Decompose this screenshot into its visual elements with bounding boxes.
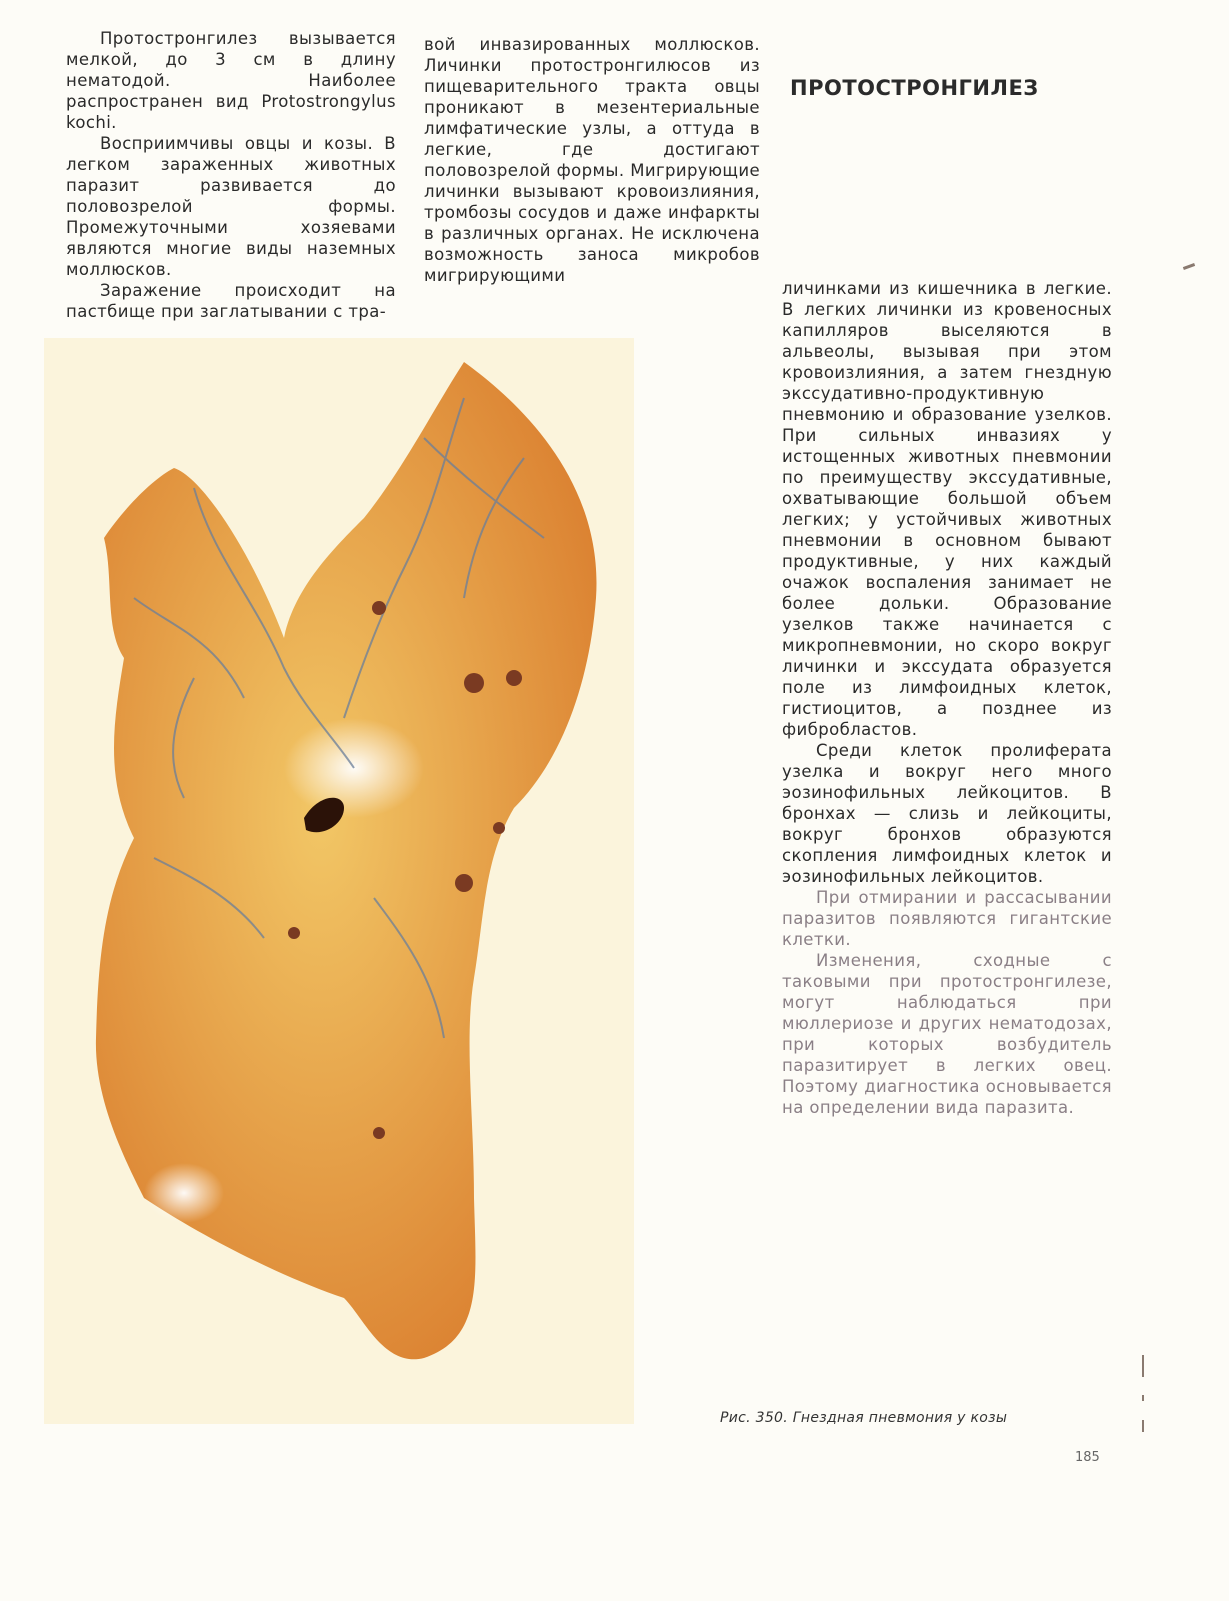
lung-illustration (44, 338, 634, 1424)
figure-caption: Рис. 350. Гнездная пневмония у козы (720, 1410, 1008, 1426)
paragraph: Восприимчивы овцы и козы. В легком зараженных животных паразит развивается до половозрелой формы. Промежуточными хозяевами являются многие виды наземных моллюсков. (66, 134, 396, 279)
scan-mark (1142, 1355, 1144, 1377)
paragraph: Среди клеток пролиферата узелка и вокруг него много эозинофильных лейкоцитов. В бронхах — слизь и лейкоциты, вокруг бронхов образуются скопления лимфоидных клеток и эозинофильных лейкоцитов. (782, 741, 1112, 886)
text-column-1 (66, 28, 396, 322)
paragraph: вой инвазированных моллюсков. Личинки протостронгилюсов из пищеварительного тракта овцы проникают в мезентериальные лимфатические узлы, а оттуда в легкие, где достигают половозрелой формы. Мигрирующие личинки вызывают кровоизлияния, тромбозы сосудов и даже инфаркты в различных органах. Не исключена возможность заноса микробов мигрирующими (424, 35, 760, 285)
paragraph: личинками из кишечника в легкие. В легких личинки из кровеносных капилляров выселяются в альвеолы, вызывая при этом кровоизлияния, а затем гнездную экссудативно-продуктивную пневмонию и образование узелков. При сильных инвазиях у истощенных животных пневмонии по преимуществу экссудативные, охватывающие большой объем легких; у устойчивых животных пневмонии в основном бывают продуктивные, у них каждый очажок воспаления занимает не более дольки. Образование узелков также начинается с микропневмонии, но скоро вокруг личинки и экссудата образуется поле из лимфоидных клеток, гистиоцитов, а позднее из фибробластов. (782, 279, 1112, 739)
paragraph: Заражение происходит на пастбище при заглатывании с тра- (66, 281, 396, 321)
lung-drawing (44, 338, 634, 1424)
scan-mark (1183, 263, 1195, 270)
scan-mark (1142, 1420, 1144, 1432)
page-number: 185 (1075, 1450, 1100, 1465)
scan-mark (1142, 1395, 1144, 1401)
text-column-2 (424, 34, 760, 286)
paragraph: При отмирании и рассасывании паразитов появляются гигантские клетки. (782, 888, 1112, 949)
nodule (464, 673, 484, 693)
text-column-3 (782, 278, 1112, 1118)
pale-area (144, 1163, 224, 1223)
nodule (455, 874, 473, 892)
nodule (493, 822, 505, 834)
nodule (288, 927, 300, 939)
nodule (373, 1127, 385, 1139)
paragraph: Изменения, сходные с таковыми при протостронгилезе, могут наблюдаться при мюллериозе и других нематодозах, при которых возбудитель паразитирует в легких овец. Поэтому диагностика основывается на определении вида паразита. (782, 951, 1112, 1117)
paragraph: Протостронгилез вызывается мелкой, до 3 см в длину нематодой. Наиболее распространен вид Protostrongylus kochi. (66, 29, 396, 132)
section-heading: ПРОТОСТРОНГИЛЕЗ (790, 76, 1039, 100)
nodule (506, 670, 522, 686)
nodule (372, 601, 386, 615)
